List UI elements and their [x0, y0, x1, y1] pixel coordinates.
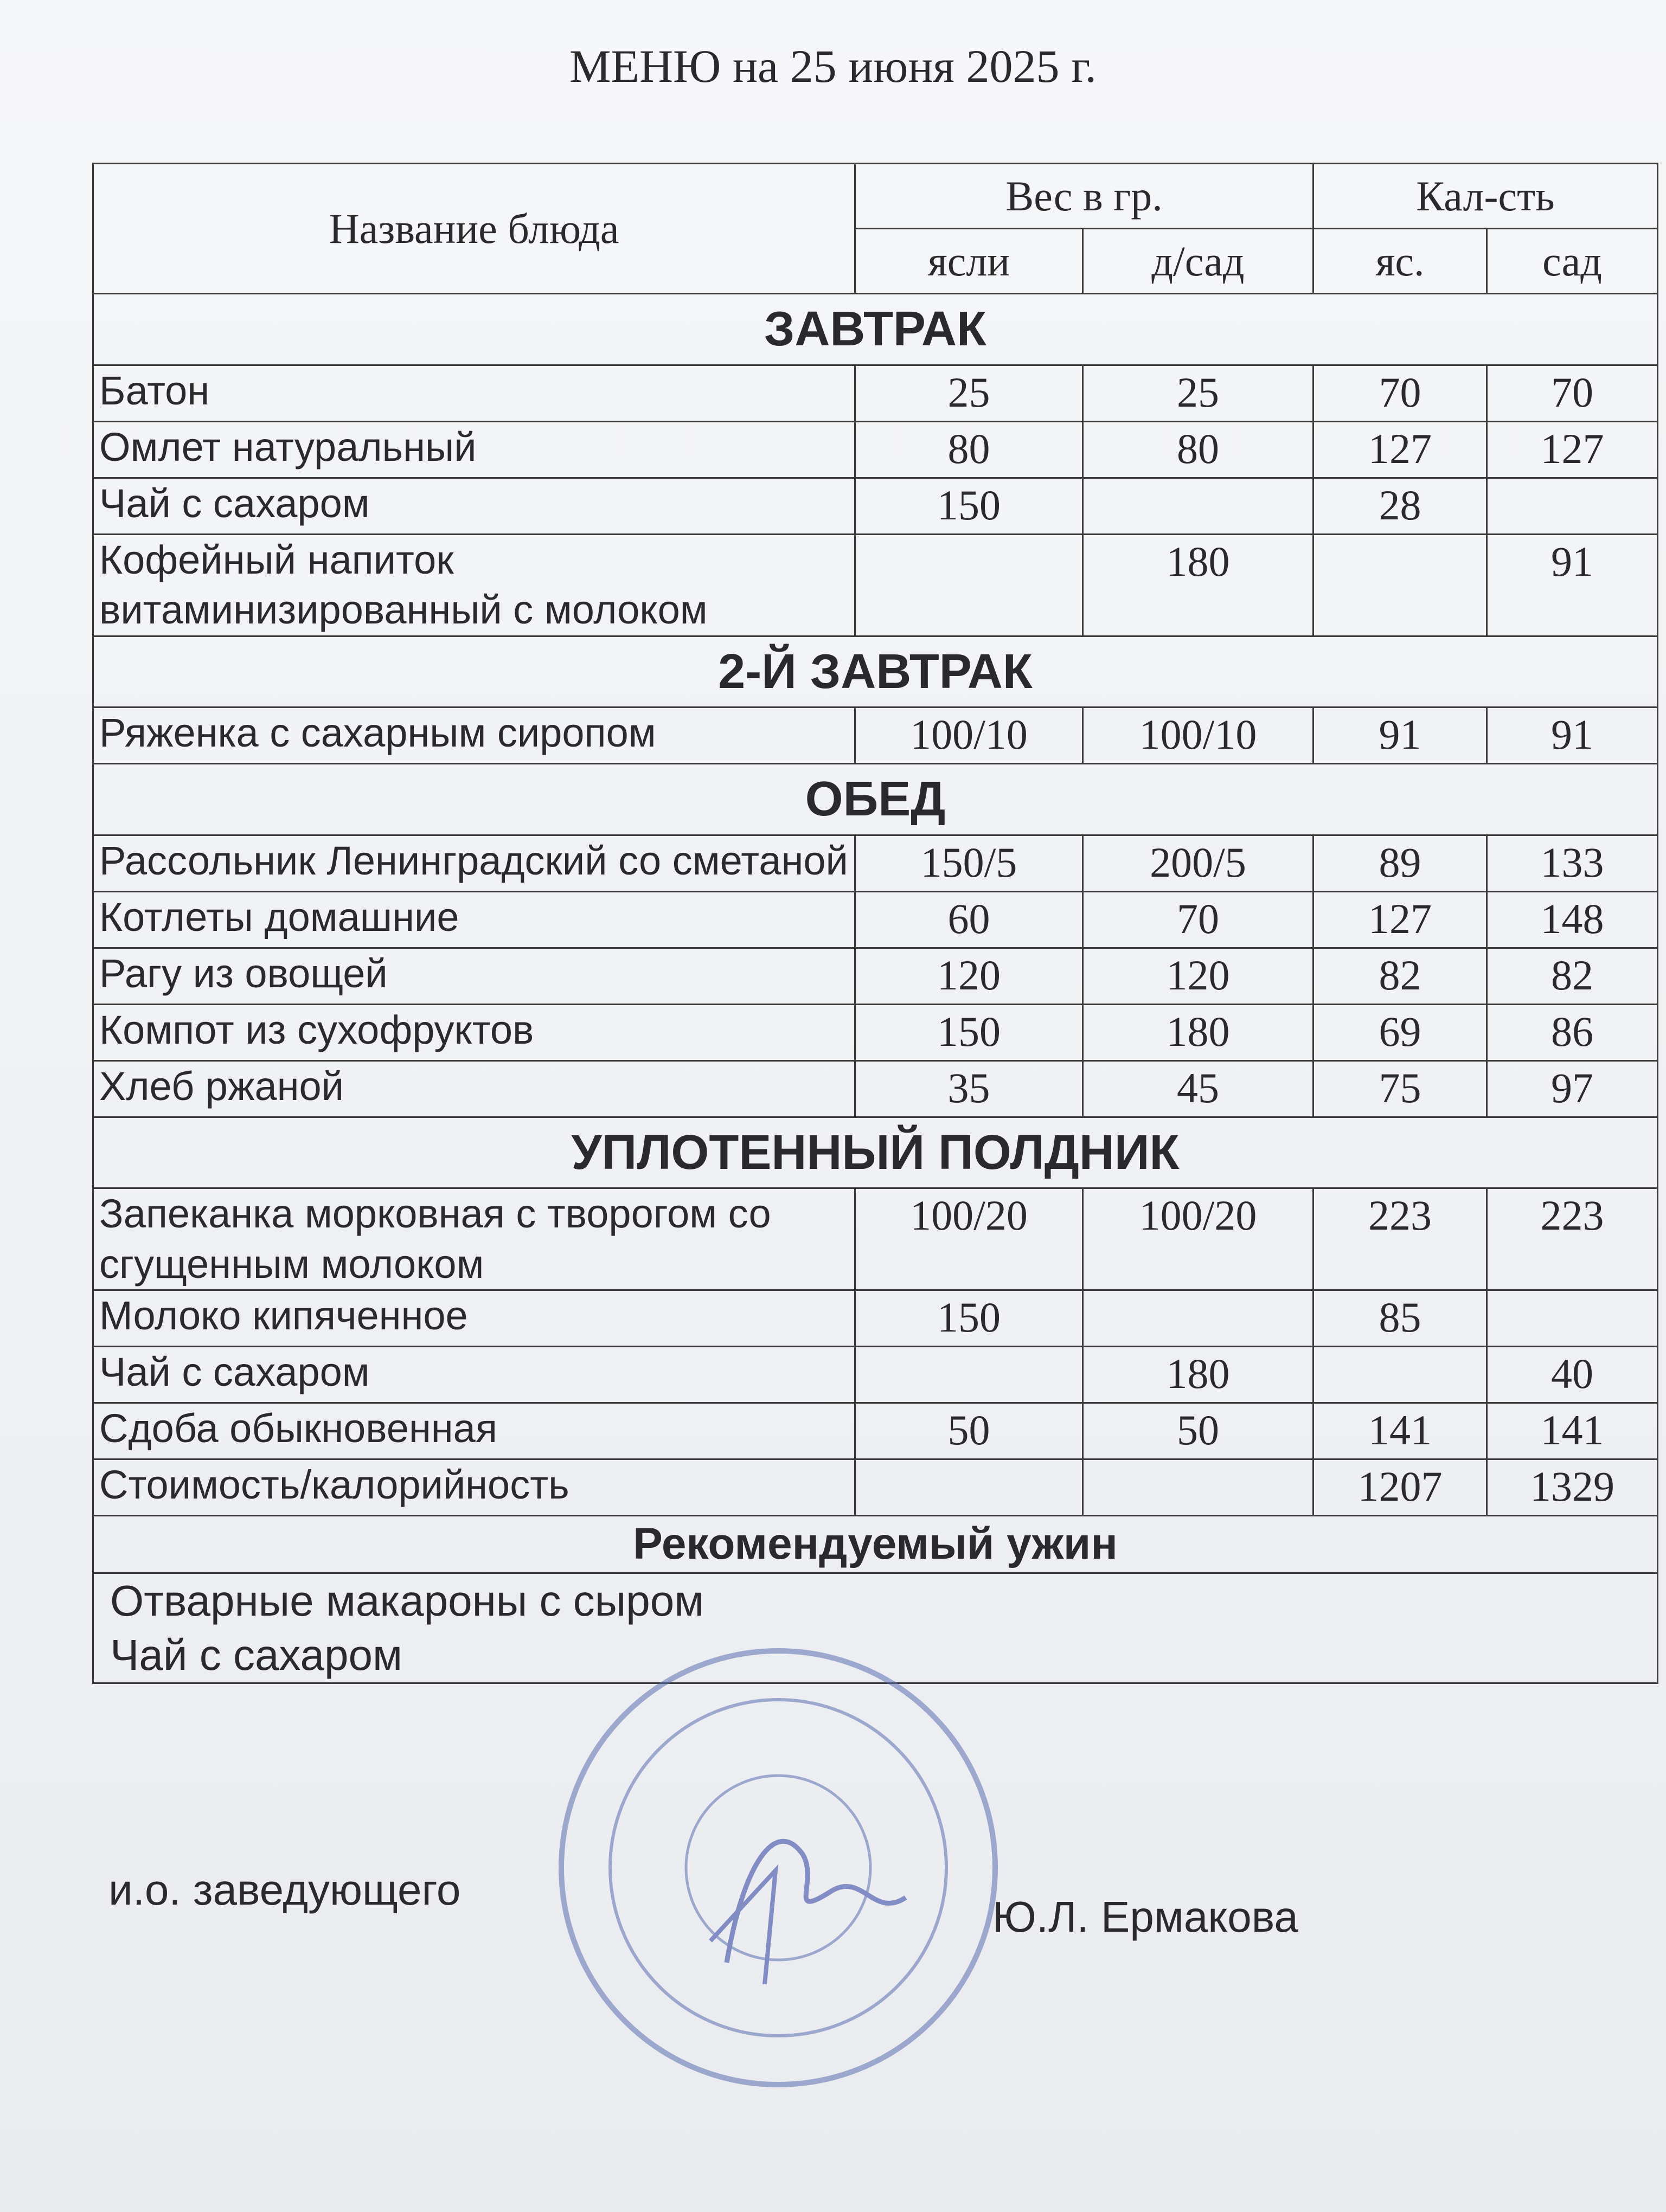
weight-kindergarten: 120: [1083, 948, 1313, 1004]
weight-nursery: 150: [855, 1004, 1083, 1060]
cal-nursery: 223: [1313, 1188, 1487, 1290]
menu-row: [93, 1004, 1658, 1060]
menu-row: [93, 365, 1658, 421]
menu-row: [93, 478, 1658, 534]
cal-nursery: 127: [1313, 891, 1487, 948]
weight-kindergarten: 180: [1083, 534, 1313, 636]
weight-nursery: 80: [855, 421, 1083, 478]
menu-row: [93, 1060, 1658, 1117]
menu-row: [93, 948, 1658, 1004]
weight-nursery: [855, 1459, 1083, 1516]
header-sub-kindergarten-cal: сад: [1487, 229, 1658, 294]
round-stamp: [548, 1637, 1009, 2098]
dish-name: Чай с сахаром: [93, 1347, 855, 1403]
header-sub-kindergarten: д/сад: [1083, 229, 1313, 294]
header-sub-nursery-cal: яс.: [1313, 229, 1487, 294]
cal-nursery: 1207: [1313, 1459, 1487, 1516]
cal-nursery: 141: [1313, 1403, 1487, 1459]
cal-kindergarten: 223: [1487, 1188, 1658, 1290]
weight-kindergarten: 100/20: [1083, 1188, 1313, 1290]
signature-person: Ю.Л. Ермакова: [992, 1893, 1298, 1941]
weight-kindergarten: 50: [1083, 1403, 1313, 1459]
weight-nursery: 35: [855, 1060, 1083, 1117]
dish-name: Ряженка с сахарным сиропом: [93, 708, 855, 764]
section-title: ЗАВТРАК: [93, 294, 1658, 365]
weight-kindergarten: 25: [1083, 365, 1313, 421]
cal-kindergarten: 1329: [1487, 1459, 1658, 1516]
cal-kindergarten: 86: [1487, 1004, 1658, 1060]
cal-kindergarten: 133: [1487, 835, 1658, 891]
cal-nursery: 70: [1313, 365, 1487, 421]
weight-kindergarten: 70: [1083, 891, 1313, 948]
menu-row: [93, 1347, 1658, 1403]
dish-name: Хлеб ржаной: [93, 1060, 855, 1117]
cal-kindergarten: 148: [1487, 891, 1658, 948]
cal-kindergarten: 82: [1487, 948, 1658, 1004]
weight-kindergarten: [1083, 478, 1313, 534]
weight-kindergarten: [1083, 1290, 1313, 1347]
menu-row: [93, 534, 1658, 636]
weight-kindergarten: [1083, 1459, 1313, 1516]
cal-kindergarten: 97: [1487, 1060, 1658, 1117]
signature-role: и.о. заведующего: [108, 1866, 461, 1914]
weight-nursery: [855, 1347, 1083, 1403]
cal-nursery: 69: [1313, 1004, 1487, 1060]
menu-body: [93, 294, 1658, 1516]
page-title: МЕНЮ на 25 июня 2025 г.: [569, 40, 1097, 92]
cal-kindergarten: 91: [1487, 708, 1658, 764]
weight-kindergarten: 80: [1083, 421, 1313, 478]
dish-name: Стоимость/калорийность: [93, 1459, 855, 1516]
dish-name: Чай с сахаром: [93, 478, 855, 534]
cal-kindergarten: 141: [1487, 1403, 1658, 1459]
cal-nursery: 127: [1313, 421, 1487, 478]
cal-kindergarten: [1487, 1290, 1658, 1347]
dish-name: Рассольник Ленинградский со сметаной: [93, 835, 855, 891]
cal-kindergarten: [1487, 478, 1658, 534]
weight-nursery: 50: [855, 1403, 1083, 1459]
cal-kindergarten: 127: [1487, 421, 1658, 478]
menu-row: [93, 421, 1658, 478]
weight-kindergarten: 200/5: [1083, 835, 1313, 891]
cal-nursery: 89: [1313, 835, 1487, 891]
menu-row: [93, 1188, 1658, 1290]
cal-nursery: 82: [1313, 948, 1487, 1004]
section-title: 2-Й ЗАВТРАК: [93, 636, 1658, 708]
menu-row: [93, 1459, 1658, 1516]
dish-name: Омлет натуральный: [93, 421, 855, 478]
dish-name: Котлеты домашние: [93, 891, 855, 948]
dish-name: Рагу из овощей: [93, 948, 855, 1004]
weight-nursery: 150: [855, 478, 1083, 534]
cal-nursery: 91: [1313, 708, 1487, 764]
dinner-item: Чай с сахаром: [93, 1628, 1658, 1683]
weight-nursery: 60: [855, 891, 1083, 948]
weight-nursery: 25: [855, 365, 1083, 421]
dish-name: Батон: [93, 365, 855, 421]
weight-nursery: 120: [855, 948, 1083, 1004]
cal-kindergarten: 70: [1487, 365, 1658, 421]
dish-name: Кофейный напиток витаминизированный с молоком: [93, 534, 855, 636]
menu-row: [93, 1290, 1658, 1347]
header-sub-nursery: ясли: [855, 229, 1083, 294]
dish-name: Молоко кипяченное: [93, 1290, 855, 1347]
section-title: УПЛОТЕННЫЙ ПОЛДНИК: [93, 1117, 1658, 1188]
dish-name: Запеканка морковная с творогом со сгущенным молоком: [93, 1188, 855, 1290]
weight-kindergarten: 45: [1083, 1060, 1313, 1117]
dish-name: Сдоба обыкновенная: [93, 1403, 855, 1459]
weight-kindergarten: 180: [1083, 1004, 1313, 1060]
cal-kindergarten: 91: [1487, 534, 1658, 636]
cal-nursery: [1313, 534, 1487, 636]
weight-nursery: 150: [855, 1290, 1083, 1347]
header-calories: Кал-сть: [1313, 164, 1658, 229]
cal-kindergarten: 40: [1487, 1347, 1658, 1403]
weight-kindergarten: 100/10: [1083, 708, 1313, 764]
menu-row: [93, 1403, 1658, 1459]
menu-row: [93, 835, 1658, 891]
cal-nursery: 85: [1313, 1290, 1487, 1347]
cal-nursery: 28: [1313, 478, 1487, 534]
cal-nursery: [1313, 1347, 1487, 1403]
menu-row: [93, 891, 1658, 948]
cal-nursery: 75: [1313, 1060, 1487, 1117]
section-title: ОБЕД: [93, 764, 1658, 835]
weight-nursery: 100/10: [855, 708, 1083, 764]
menu-row: [93, 708, 1658, 764]
weight-kindergarten: 180: [1083, 1347, 1313, 1403]
dish-name: Компот из сухофруктов: [93, 1004, 855, 1060]
header-weight: Вес в гр.: [855, 164, 1313, 229]
weight-nursery: 100/20: [855, 1188, 1083, 1290]
weight-nursery: [855, 534, 1083, 636]
dinner-title: Рекомендуемый ужин: [93, 1516, 1658, 1573]
dinner-item: Отварные макароны с сыром: [93, 1573, 1658, 1628]
weight-nursery: 150/5: [855, 835, 1083, 891]
menu-table: [92, 163, 1658, 1684]
header-dish-name: Название блюда: [93, 164, 855, 294]
